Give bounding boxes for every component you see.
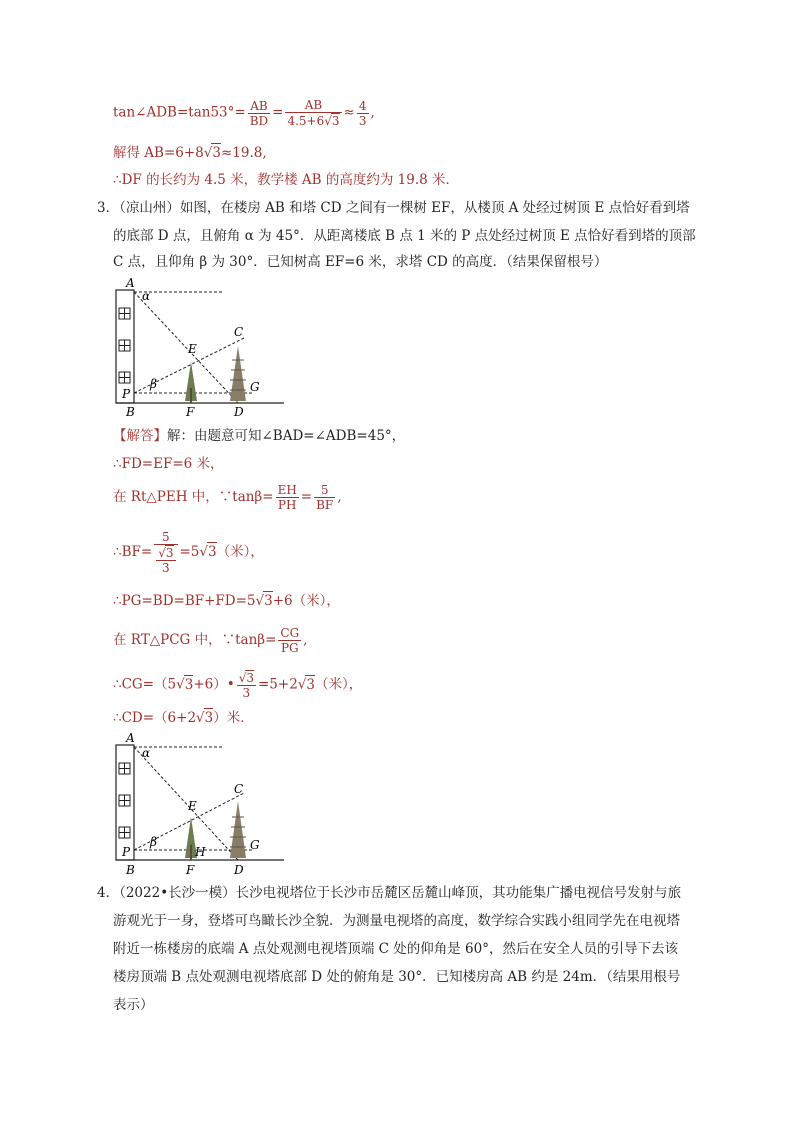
sol-line-7: ∴CG=（5√3+6）• $\frac{√3}{3}$ =5+2√3（米）， [113,671,363,700]
fig2-label-a: A [126,731,135,745]
q3-text-3: C 点，且仰角 β 为 30°．已知树高 EF=6 米，求塔 CD 的高度．（结果保留根号） [113,254,608,270]
fig2-label-e: E [188,799,197,813]
top-line-2: 解得 AB=6+8√3≈19.8, [113,145,267,161]
q4-text-2: 游观光于一身，登塔可鸟瞰长沙全貌．为测量电视塔的高度，数学综合实践小组同学先在电视塔 [113,913,680,929]
fig2-label-h: H [195,845,206,859]
sol-line-6: 在 RT△PCG 中，∵tanβ= $\frac{CG}{PG}$ , [113,626,308,655]
q3-text-1: 3．（凉山州）如图，在楼房 AB 和塔 CD 之间有一棵树 EF，从楼顶 A 处经过树顶 E 点恰好看到塔 [97,200,690,216]
fig1-label-d: D [234,405,244,419]
fig2-label-p: P [122,845,131,859]
fig1-label-g: G [250,380,260,394]
fig2-label-g: G [250,838,260,852]
q4-text-1: 4．（2022•长沙一模）长沙电视塔位于长沙市岳麓区岳麓山峰顶，其功能集广播电视信号发射与旅 [97,885,682,901]
sol-line-4: ∴BF= $\frac{5}{\frac{√3}{3}}$ =5√3（米）， [113,530,264,575]
top-line-3: ∴DF 的长约为 4.5 米，教学楼 AB 的高度约为 19.8 米． [113,172,460,188]
fig2-label-beta: β [150,835,157,849]
fig1-label-p: P [122,387,131,401]
fig2-label-alpha: α [142,746,151,760]
fig1-label-beta: β [150,377,157,391]
fig1-label-c: C [234,325,244,339]
sol-line-8: ∴CD=（6+2√3）米． [113,710,254,726]
fig1-label-e: E [188,342,197,356]
fig1-label-f: F [186,405,195,419]
fig2-label-f: F [186,863,195,877]
fig1-label-a: A [126,276,135,290]
sol-line-5: ∴PG=BD=BF+FD=5√3+6（米）， [113,593,340,609]
q3-text-2: 的底部 D 点，且俯角 α 为 45°．从距离楼底 B 点 1 米的 P 点处经过树顶 E 点恰好看到塔的顶部 [113,228,696,244]
sol-line-2: ∴FD=EF=6 米， [113,456,224,472]
q4-text-4: 楼房顶端 B 点处观测电视塔底部 D 处的俯角是 30°．已知楼房高 AB 约是 24m．（结果用根号 [113,969,681,985]
q4-text-5: 表示） [113,997,154,1013]
sol-line-3: 在 Rt△PEH 中，∵tanβ= $\frac{EH}{PH}$ = $\frac{5}{BF}$ , [113,483,342,512]
sol-line-1: 【解答】解：由题意可知∠BAD=∠ADB=45°， [113,428,406,444]
fig1-label-alpha: α [142,289,151,303]
figure-1 [112,278,287,418]
fig2-label-c: C [234,782,244,796]
fig2-label-b: B [126,863,135,877]
top-line-1: tan∠ADB=tan53°= $\frac{AB}{BD}$ = $\frac{AB}{4.5+6√3}$ ≈ $\frac{4}{3}$ , [113,98,375,128]
fig2-label-d: D [234,863,244,877]
q4-text-3: 附近一栋楼房的底端 A 点处观测电视塔顶端 C 处的仰角是 60°，然后在安全人员的引导下去该 [113,941,678,957]
figure-2 [112,733,287,876]
fig1-label-b: B [126,405,135,419]
